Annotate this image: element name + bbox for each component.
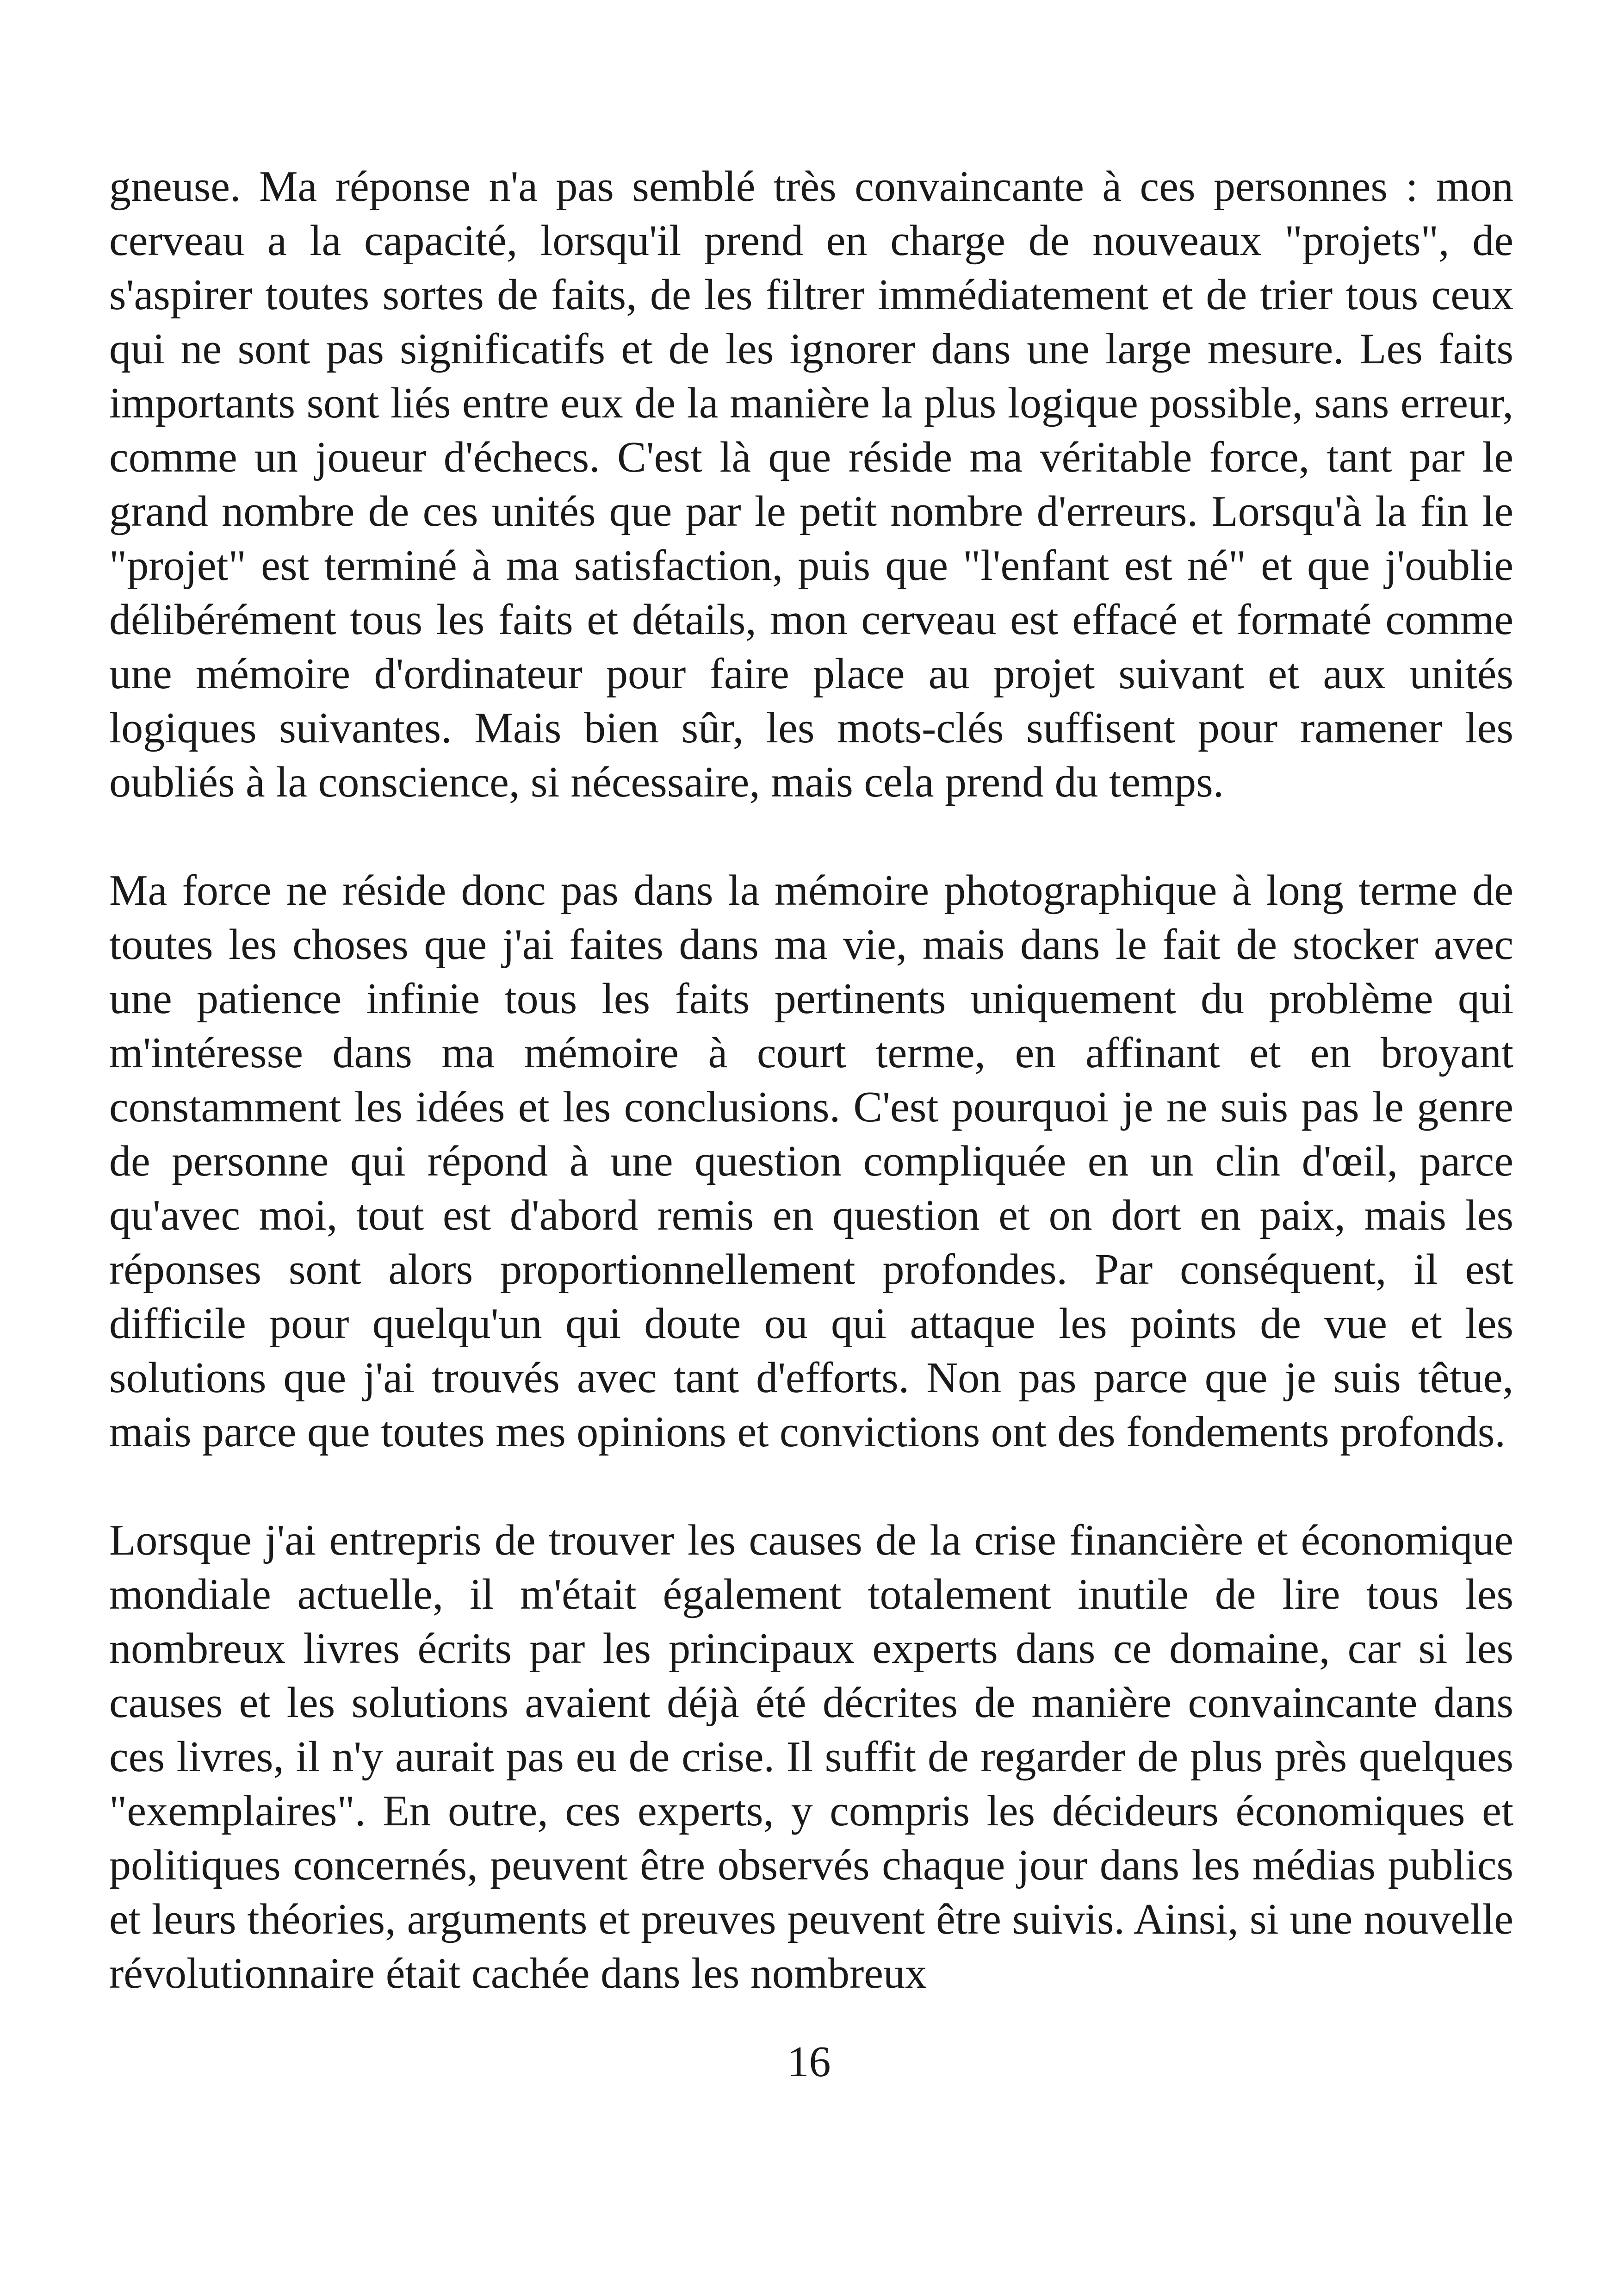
- paragraph-3: Lorsque j'ai entrepris de trouver les causes de la crise financière et économique mondiale actuelle, il m'était également totalement inutile de lire tous les nombreux livres écrits par les principaux experts dans ce domaine, car si les causes et les solutions avaient déjà été décrites de manière convaincante dans ces livres, il n'y aurait pas eu de crise. Il suffit de regarder de plus près quelques "exemplaires". En outre, ces experts, y compris les décideurs économiques et politiques concernés, peuvent être observés chaque jour dans les médias publics et leurs théories, arguments et preuves peuvent être suivis. Ainsi, si une nouvelle révolutionnaire était cachée dans les nombreux: [109, 1516, 1513, 1997]
- paragraph-1: gneuse. Ma réponse n'a pas semblé très convaincante à ces personnes : mon cerveau a la capacité, lorsqu'il prend en charge de nouveaux "projets", de s'aspirer toutes sortes de faits, de les filtrer immédiatement et de trier tous ceux qui ne sont pas significatifs et de les ignorer dans une large mesure. Les faits importants sont liés entre eux de la manière la plus logique possible, sans erreur, comme un joueur d'échecs. C'est là que réside ma véritable force, tant par le grand nombre de ces unités que par le petit nombre d'erreurs. Lorsqu'à la fin le "projet" est terminé à ma satisfaction, puis que "l'enfant est né" et que j'oublie délibérément tous les faits et détails, mon cerveau est effacé et formaté comme une mémoire d'ordinateur pour faire place au projet suivant et aux unités logiques suivantes. Mais bien sûr, les mots-clés suffisent pour ramener les oubliés à la conscience, si nécessaire, mais cela prend du temps.: [109, 162, 1513, 806]
- body-text: [109, 160, 1513, 2001]
- paragraph-2: Ma force ne réside donc pas dans la mémoire photographique à long terme de toutes les choses que j'ai faites dans ma vie, mais dans le fait de stocker avec une patience infinie tous les faits pertinents uniquement du problème qui m'intéresse dans ma mémoire à court terme, en affinant et en broyant constamment les idées et les conclusions. C'est pourquoi je ne suis pas le genre de personne qui répond à une question compliquée en un clin d'œil, parce qu'avec moi, tout est d'abord remis en question et on dort en paix, mais les réponses sont alors proportionnellement profondes. Par conséquent, il est difficile pour quelqu'un qui doute ou qui attaque les points de vue et les solutions que j'ai trouvés avec tant d'efforts. Non pas parce que je suis têtue, mais parce que toutes mes opinions et convictions ont des fondements profonds.: [109, 866, 1513, 1456]
- page-number: 16: [787, 2038, 831, 2086]
